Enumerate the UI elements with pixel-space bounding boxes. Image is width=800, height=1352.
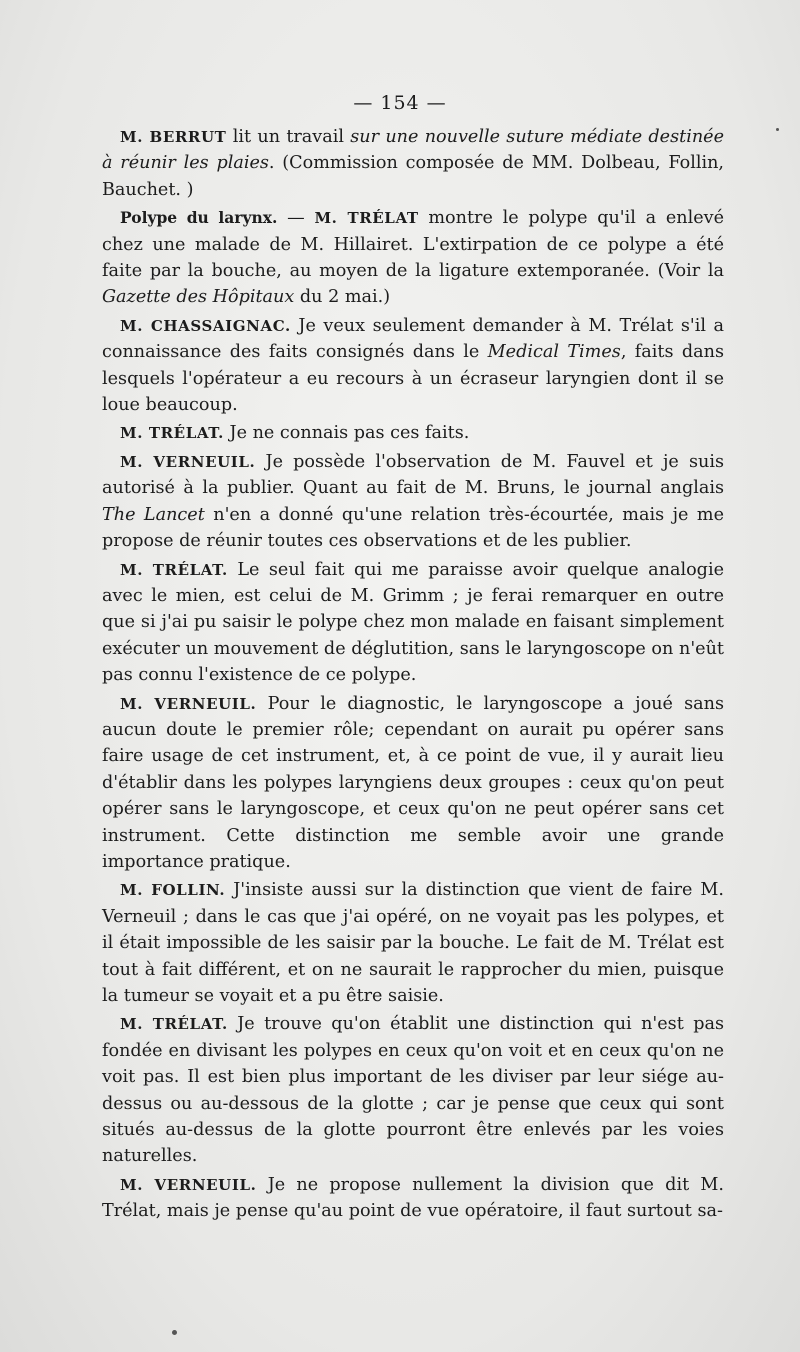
paragraph-text: du 2 mai.)	[294, 287, 391, 308]
journal-title: Medical Times	[487, 342, 621, 363]
paragraph-trelat-3	[102, 1011, 724, 1169]
paragraph-text: Le seul fait qui me paraisse avoir quelque analogie avec le mien, est celui de M. Grimm ; je ferai remarquer en outre que si j'ai pu saisir le polype chez mon malade en faisant simplement exécuter un mouvement de déglutition, sans le laryngoscope on n'eût pas connu l'existence de ce polype.	[102, 559, 724, 686]
paragraph-text: montre le polype qu'il a enlevé chez une malade de M. Hillairet. L'extirpation de ce polype a été faite par la bouche, au moyen de la ligature extemporanée. (Voir la	[102, 208, 724, 282]
speaker-name: M. TRÉLAT.	[120, 1015, 228, 1034]
paragraph-text: . (Commission composée de MM. Dolbeau, Follin, Bauchet. )	[102, 153, 724, 200]
speaker-name: M. FOLLIN.	[120, 881, 226, 900]
paragraph-verneuil-2	[102, 691, 724, 876]
paragraph-text: n'en a donné qu'une relation très-écourtée, mais je me propose de réunir toutes ces observations et de les publier.	[102, 504, 724, 552]
journal-title: Gazette des Hôpitaux	[102, 287, 295, 308]
section-heading: Polype du larynx.	[120, 208, 278, 228]
paragraph-text: lit un travail	[226, 127, 351, 147]
speaker-name: M. TRÉLAT.	[120, 560, 228, 579]
paragraph-text: Je ne connais pas ces faits.	[223, 423, 470, 444]
speaker-name: M. CHASSAIGNAC.	[120, 316, 291, 335]
speaker-name: M. VERNEUIL.	[120, 452, 256, 471]
paragraph-trelat-2	[102, 557, 724, 689]
journal-title: The Lancet	[102, 504, 205, 525]
paragraph-text: Je ne propose nullement la division que dit M. Trélat, mais je pense qu'au point de vue opératoire, il faut surtout sa-	[102, 1174, 724, 1222]
page-number: — 154 —	[353, 92, 447, 114]
body-text	[102, 124, 724, 1227]
paragraph-chassaignac	[102, 313, 724, 419]
paragraph-verneuil-1	[102, 449, 724, 555]
dash: —	[277, 208, 315, 229]
paragraph-text: Je possède l'observation de M. Fauvel et je suis autorisé à la publier. Quant au fait de M. Bruns, le journal anglais	[102, 451, 724, 499]
paragraph-verneuil-3	[102, 1172, 724, 1225]
work-title: sur une nouvelle suture médiate destinée à réunir les plaies	[102, 127, 724, 174]
paragraph-follin	[102, 877, 724, 1009]
paragraph-text: , faits dans lesquels l'opérateur a eu recours à un écraseur laryngien dont il se loue beaucoup.	[102, 342, 724, 416]
paragraph-text: Je veux seulement demander à M. Trélat s'il a connaissance des faits consignés dans le	[102, 315, 725, 363]
paragraph-berrut	[102, 124, 724, 203]
speaker-name: M. BERRUT	[120, 128, 227, 146]
speaker-name: M. VERNEUIL.	[120, 694, 257, 713]
print-speck	[776, 128, 779, 131]
print-speck	[172, 1330, 177, 1335]
speaker-name: M. TRÉLAT.	[120, 424, 224, 443]
speaker-name: M. TRÉLAT	[314, 209, 419, 228]
paragraph-text: J'insiste aussi sur la distinction que vient de faire M. Verneuil ; dans le cas que j'ai opéré, on ne voyait pas les polypes, et il était impossible de les saisir par la bouche. Le fait de M. Trélat est tout à fait différent, et on ne saurait le rapprocher du mien, puisque la tumeur se voyait et a pu être saisie.	[102, 880, 724, 1006]
speaker-name: M. VERNEUIL.	[120, 1175, 257, 1194]
paragraph-polype-larynx	[102, 205, 724, 311]
paragraph-text: Je trouve qu'on établit une distinction qui n'est pas fondée en divisant les polypes en ceux qu'on voit et en ceux qu'on ne voit pas. Il est bien plus important de les diviser par leur siége au-dessus ou au-dessous de la glotte ; car je pense que ceux qui sont situés au-dessus de la glotte pourront être enlevés par les voies naturelles.	[102, 1014, 724, 1167]
paragraph-text: Pour le diagnostic, le laryngoscope a joué sans aucun doute le premier rôle; cependant on aurait pu opérer sans faire usage de cet instrument, et, à ce point de vue, il y aurait lieu d'établir dans les polypes laryngiens deux groupes : ceux qu'on peut opérer sans le laryngoscope, et ceux qu'on ne peut opérer sans cet instrument. Cette distinction me semble avoir une grande importance pratique.	[102, 693, 725, 872]
paragraph-trelat-1	[102, 420, 724, 446]
